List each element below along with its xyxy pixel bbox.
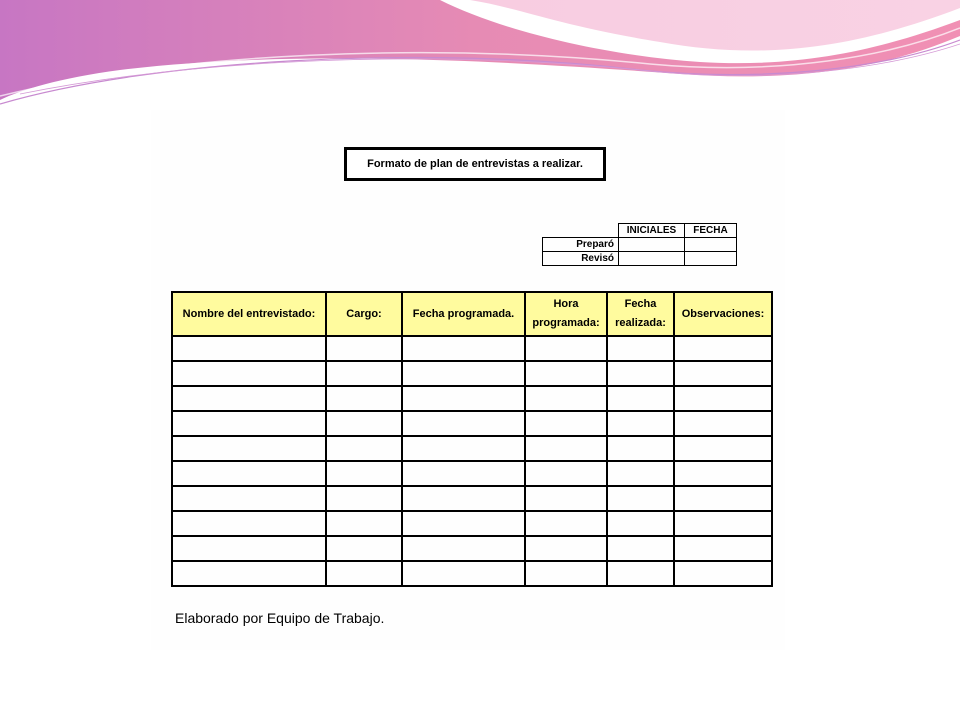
table-cell xyxy=(402,486,525,511)
table-cell xyxy=(172,461,326,486)
table-row xyxy=(172,436,772,461)
table-cell xyxy=(607,486,674,511)
table-cell xyxy=(525,511,607,536)
table-cell xyxy=(674,536,772,561)
table-cell xyxy=(326,436,402,461)
table-cell xyxy=(402,461,525,486)
col-header-scheduled-date: Fecha programada. xyxy=(402,292,525,336)
approval-cell xyxy=(619,238,685,252)
table-cell xyxy=(326,461,402,486)
table-cell xyxy=(674,386,772,411)
approval-row xyxy=(543,252,737,266)
table-cell xyxy=(525,561,607,586)
document-scan xyxy=(151,110,785,650)
table-cell xyxy=(172,336,326,361)
table-cell xyxy=(402,511,525,536)
table-cell xyxy=(402,436,525,461)
interview-plan-table xyxy=(171,291,773,587)
table-row xyxy=(172,361,772,386)
table-cell xyxy=(402,536,525,561)
table-cell xyxy=(525,486,607,511)
col-header-scheduled-time: Hora programada: xyxy=(525,292,607,336)
table-cell xyxy=(172,536,326,561)
table-cell xyxy=(172,486,326,511)
table-cell xyxy=(326,411,402,436)
table-cell xyxy=(525,386,607,411)
table-row xyxy=(172,336,772,361)
approval-cell xyxy=(685,252,737,266)
table-row xyxy=(172,411,772,436)
col-header-position: Cargo: xyxy=(326,292,402,336)
table-row xyxy=(172,486,772,511)
approval-header-row xyxy=(543,224,737,238)
table-cell xyxy=(172,386,326,411)
table-cell xyxy=(326,336,402,361)
table-cell xyxy=(326,486,402,511)
table-cell xyxy=(172,511,326,536)
table-cell xyxy=(525,336,607,361)
table-cell xyxy=(326,511,402,536)
table-row xyxy=(172,511,772,536)
table-cell xyxy=(607,561,674,586)
table-cell xyxy=(674,461,772,486)
table-cell xyxy=(674,561,772,586)
table-cell xyxy=(402,361,525,386)
table-cell xyxy=(525,361,607,386)
form-title xyxy=(344,147,606,181)
table-cell xyxy=(674,486,772,511)
table-cell xyxy=(607,386,674,411)
table-cell xyxy=(402,386,525,411)
table-cell xyxy=(607,536,674,561)
table-cell xyxy=(607,361,674,386)
table-row xyxy=(172,461,772,486)
plan-body xyxy=(172,336,772,586)
table-cell xyxy=(172,436,326,461)
decorative-header-wave xyxy=(0,0,960,120)
approval-col-header: INICIALES xyxy=(619,224,685,238)
table-cell xyxy=(607,511,674,536)
table-cell xyxy=(674,511,772,536)
table-cell xyxy=(525,411,607,436)
table-cell xyxy=(525,436,607,461)
approval-row-label: Revisó xyxy=(543,252,619,266)
approval-cell xyxy=(685,238,737,252)
table-cell xyxy=(326,361,402,386)
table-cell xyxy=(402,561,525,586)
col-header-observations: Observaciones: xyxy=(674,292,772,336)
table-cell xyxy=(674,336,772,361)
table-cell xyxy=(674,436,772,461)
table-cell xyxy=(326,561,402,586)
table-cell xyxy=(172,361,326,386)
table-cell xyxy=(674,361,772,386)
approval-col-header: FECHA xyxy=(685,224,737,238)
table-cell xyxy=(607,461,674,486)
table-cell xyxy=(607,436,674,461)
table-row xyxy=(172,536,772,561)
table-cell xyxy=(326,536,402,561)
approval-cell xyxy=(619,252,685,266)
col-header-interviewee: Nombre del entrevistado: xyxy=(172,292,326,336)
table-cell xyxy=(326,386,402,411)
col-header-completed-date: Fecha realizada: xyxy=(607,292,674,336)
footer-note: Elaborado por Equipo de Trabajo. xyxy=(175,610,385,626)
table-cell xyxy=(607,336,674,361)
approval-row xyxy=(543,238,737,252)
plan-header-row xyxy=(172,292,772,336)
approval-row-label: Preparó xyxy=(543,238,619,252)
form-title-text: Formato de plan de entrevistas a realizar. xyxy=(367,158,583,170)
table-cell xyxy=(607,411,674,436)
table-cell xyxy=(674,411,772,436)
table-cell xyxy=(402,336,525,361)
table-row xyxy=(172,386,772,411)
table-cell xyxy=(402,411,525,436)
table-cell xyxy=(525,536,607,561)
approval-corner xyxy=(543,224,619,238)
table-cell xyxy=(525,461,607,486)
table-cell xyxy=(172,561,326,586)
table-cell xyxy=(172,411,326,436)
table-row xyxy=(172,561,772,586)
approval-table xyxy=(542,223,737,266)
